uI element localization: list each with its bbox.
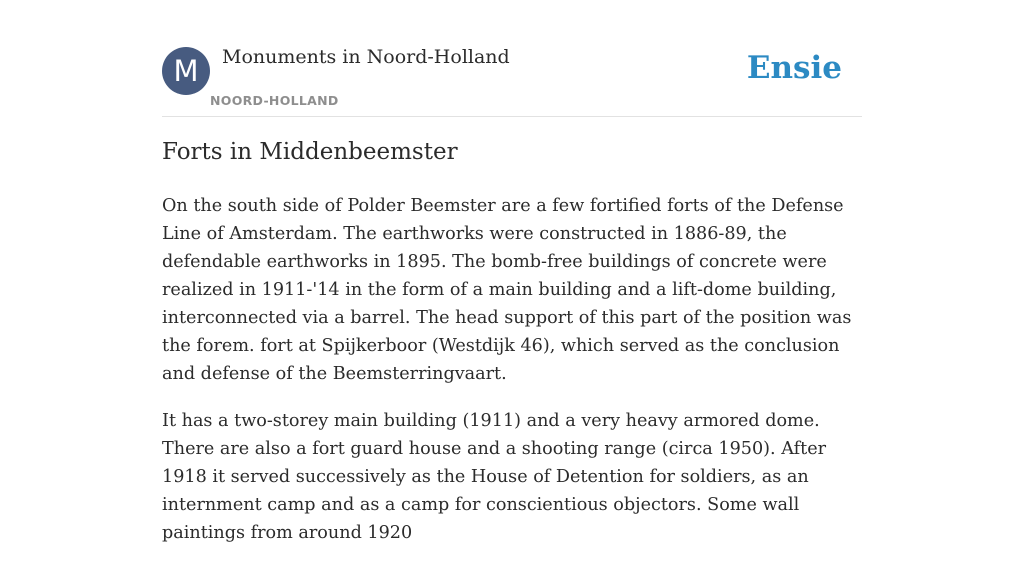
brand-logo[interactable]: Ensie [746, 50, 842, 86]
article-body [162, 192, 862, 566]
article-paragraph: It has a two-storey main building (1911) and a very heavy armored dome. There are also a fort guard house and a shooting range (circa 1950). After 1918 it served successively as the House of Detention for soldiers, as an internment camp and as a camp for conscientious objectors. Some wall paintings from around 1920 [162, 411, 827, 543]
site-header [162, 46, 862, 117]
article-title: Forts in Middenbeemster [162, 139, 458, 165]
category-label[interactable]: NOORD-HOLLAND [210, 93, 339, 108]
article-paragraph: On the south side of Polder Beemster are a few fortified forts of the Defense Line of Amsterdam. The earthworks were constructed in 1886-89, the defendable earthworks in 1895. The bomb-free buildings of concrete were realized in 1911-'14 in the form of a main building and a lift-dome building, interconnected via a barrel. The head support of this part of the position was the forem. fort at Spijkerboor (Westdijk 46), which served as the conclusion and defense of the Beemsterringvaart. [162, 196, 852, 384]
site-title[interactable]: Monuments in Noord-Holland [222, 46, 510, 68]
avatar[interactable]: M [162, 47, 210, 95]
